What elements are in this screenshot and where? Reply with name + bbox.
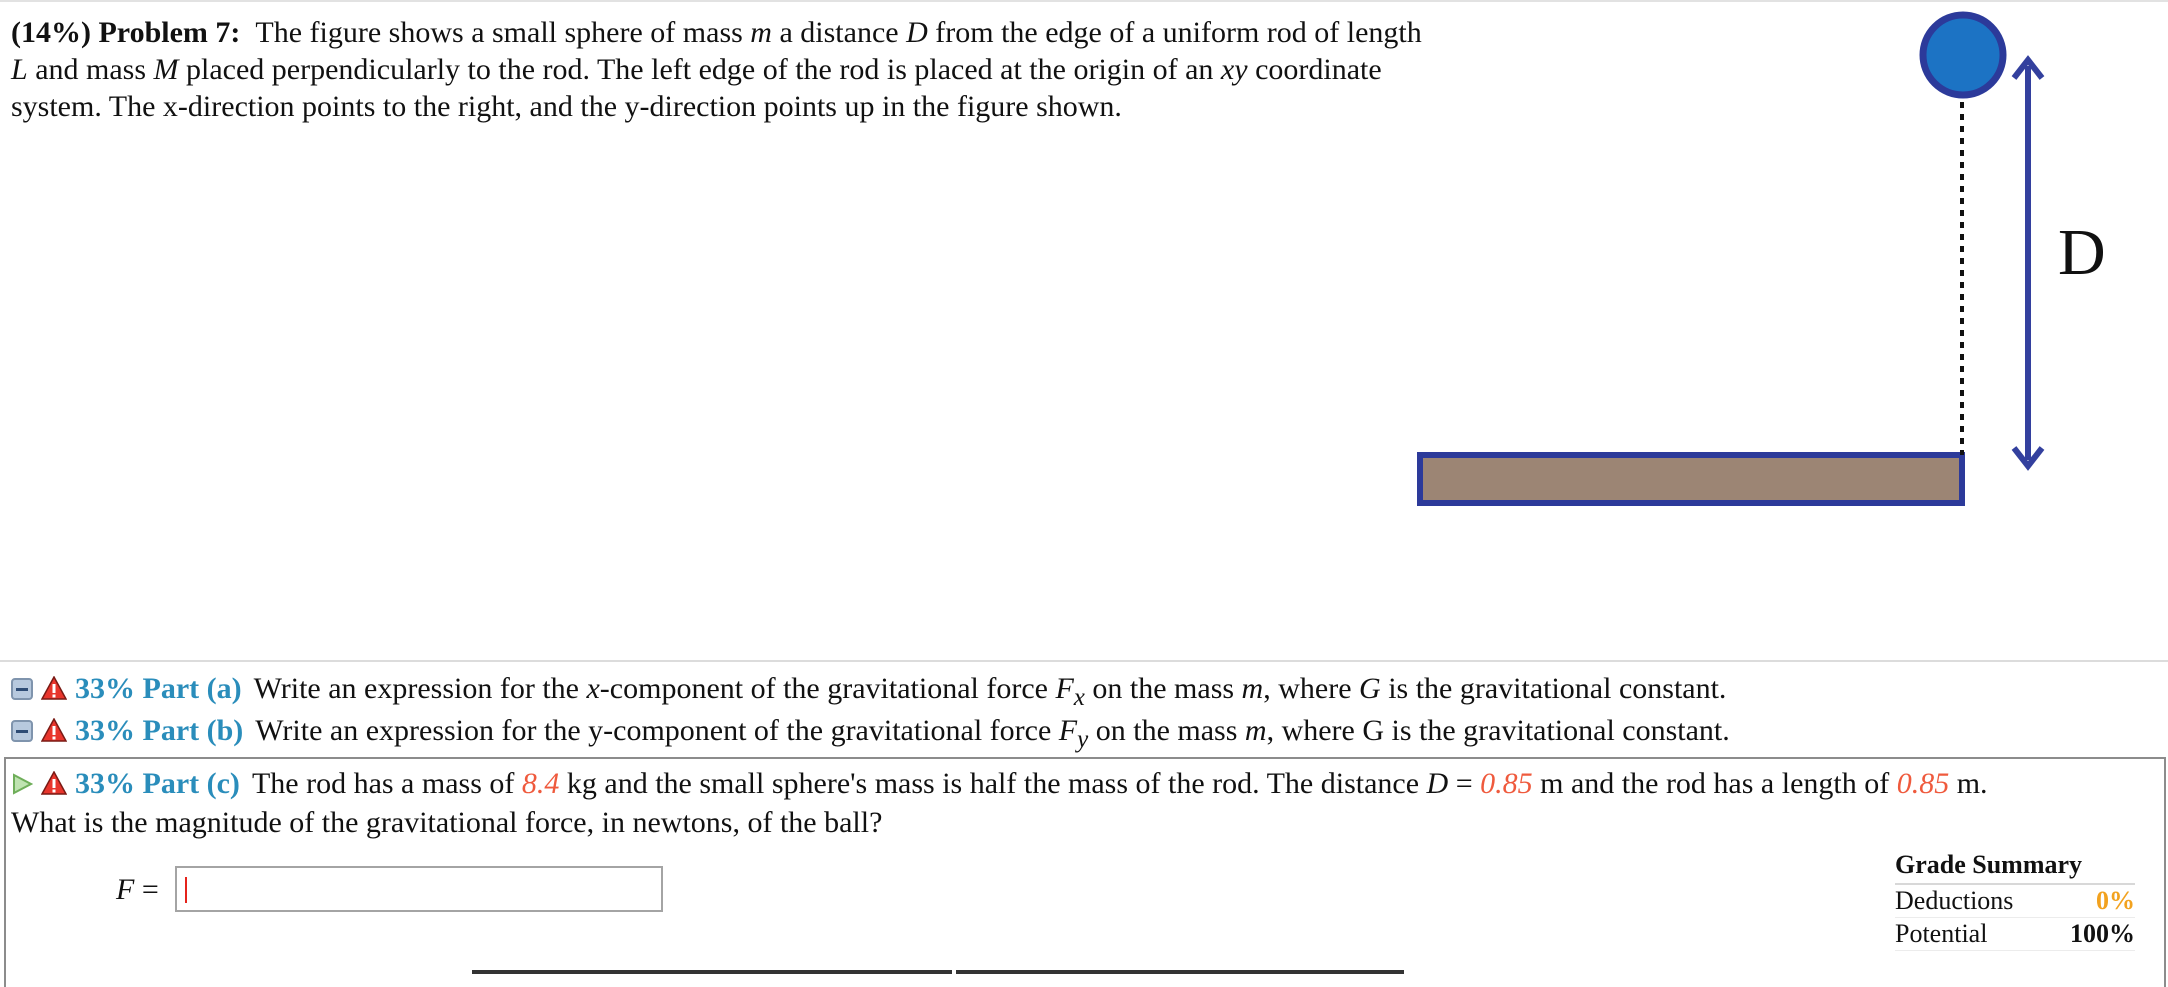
var-x: x — [586, 672, 600, 705]
problem-number: (14%) Problem 7: — [11, 16, 241, 49]
answer-input[interactable] — [175, 866, 663, 912]
rod-mass-value: 8.4 — [521, 767, 560, 800]
sphere — [1923, 15, 2003, 95]
part-c-text: = — [1448, 767, 1481, 800]
var-m: m — [1241, 672, 1264, 705]
part-a-text: -component of the gravitational force — [599, 672, 1056, 705]
warning-icon — [41, 671, 67, 711]
subscript-y: y — [1077, 726, 1089, 753]
rod-length-value: 0.85 — [1896, 767, 1950, 800]
part-b-text: , where G is the gravitational constant. — [1266, 714, 1730, 747]
deductions-row — [1895, 885, 2135, 918]
part-a-text: Write an expression for the — [253, 672, 587, 705]
keypad-toolbar-edge — [472, 970, 952, 974]
text-caret — [185, 877, 187, 903]
problem-text: a distance — [771, 16, 907, 49]
grade-summary — [1895, 847, 2135, 951]
warning-icon — [41, 766, 67, 806]
var-D: D — [906, 16, 928, 49]
part-b-row[interactable] — [11, 711, 2161, 751]
var-G: G — [1359, 672, 1381, 705]
rod-sphere-figure — [1400, 0, 2160, 520]
subscript-x: x — [1073, 684, 1085, 711]
potential-value: 100% — [2070, 919, 2135, 948]
var-xy: xy — [1220, 53, 1248, 86]
potential-label: Potential — [1895, 919, 1988, 948]
part-a-text: on the mass — [1084, 672, 1242, 705]
part-c-label[interactable]: 33% Part (c) — [75, 767, 240, 800]
expand-icon[interactable] — [11, 713, 33, 753]
deductions-label: Deductions — [1895, 886, 2014, 915]
warning-icon — [41, 713, 67, 753]
var-m: m — [1244, 714, 1267, 747]
var-m: m — [750, 16, 772, 49]
rod — [1420, 455, 1962, 503]
part-a-text: , where — [1263, 672, 1360, 705]
section-separator — [0, 660, 2168, 662]
part-c-question-text: What is the magnitude of the gravitational force, in newtons, of the ball? — [11, 806, 883, 839]
problem-text: The figure shows a small sphere of mass — [255, 16, 751, 49]
part-c-text: m. — [1949, 767, 1988, 800]
part-a-label[interactable]: 33% Part (a) — [75, 672, 242, 705]
expand-icon[interactable] — [11, 671, 33, 711]
distance-label: D — [2058, 216, 2106, 289]
problem-statement — [11, 14, 1431, 125]
keypad-toolbar-edge — [956, 970, 1404, 974]
part-a-row[interactable] — [11, 669, 2161, 709]
var-F: F — [116, 873, 135, 906]
problem-text: and mass — [27, 53, 154, 86]
var-F: F — [1055, 672, 1074, 705]
distance-value: 0.85 — [1480, 767, 1533, 800]
grade-summary-title: Grade Summary — [1895, 847, 2135, 885]
equals-sign: = — [134, 873, 159, 906]
var-F: F — [1058, 714, 1078, 747]
problem-text: from the edge of a uniform rod of length — [927, 16, 1422, 49]
var-D: D — [1426, 767, 1449, 800]
part-c-question — [11, 803, 2161, 843]
potential-row — [1895, 918, 2135, 951]
var-L: L — [11, 53, 28, 86]
play-icon[interactable] — [11, 766, 33, 806]
part-b-text: Write an expression for the y-component of the gravitational force — [255, 714, 1059, 747]
part-c-text: The rod has a mass of — [251, 767, 522, 800]
var-M: M — [153, 53, 179, 86]
problem-text: coordinate system. The x-direction points to the right, and the y-direction points up in the figure shown. — [11, 53, 1382, 123]
part-c-row — [11, 764, 2161, 804]
problem-text: placed perpendicularly to the rod. The left edge of the rod is placed at the origin of an — [178, 53, 1221, 86]
part-a-text: is the gravitational constant. — [1380, 672, 1727, 705]
part-b-label[interactable]: 33% Part (b) — [75, 714, 244, 747]
answer-label — [116, 870, 159, 910]
part-c-text: kg and the small sphere's mass is half the mass of the rod. The distance — [559, 767, 1427, 800]
deductions-value: 0% — [2096, 886, 2135, 915]
part-c-text: m and the rod has a length of — [1532, 767, 1897, 800]
part-b-text: on the mass — [1088, 714, 1245, 747]
